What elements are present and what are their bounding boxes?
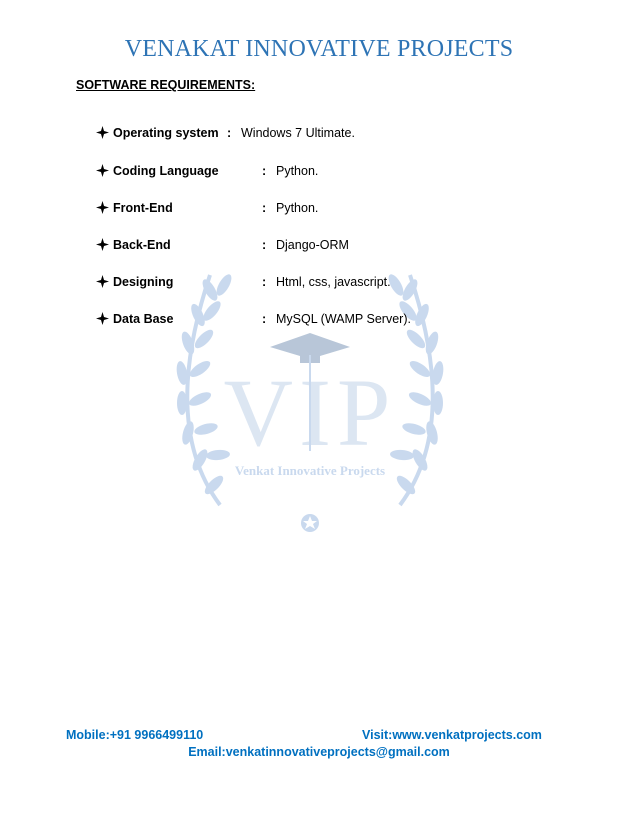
section-title: SOFTWARE REQUIREMENTS: [76, 78, 256, 92]
requirement-row [96, 312, 566, 330]
requirement-value: Python. [276, 164, 319, 178]
monogram-text: VIP [223, 359, 397, 466]
watermark-label: Venkat Innovative Projects [234, 463, 386, 478]
requirement-label: Operating system [113, 126, 219, 140]
requirement-colon: : [262, 312, 267, 326]
diamond-bullet-icon [96, 164, 109, 177]
star-icon [301, 514, 319, 532]
requirement-label: Coding Language [113, 164, 219, 178]
requirement-colon: : [227, 126, 232, 140]
diamond-bullet-icon [96, 312, 109, 325]
requirement-row [96, 164, 566, 182]
diamond-bullet-icon [96, 126, 109, 139]
diamond-bullet-icon [96, 275, 109, 288]
requirement-label: Data Base [113, 312, 174, 326]
diamond-bullet-icon [96, 238, 109, 251]
requirement-value: Windows 7 Ultimate. [241, 126, 355, 140]
vip-watermark-logo [150, 255, 470, 545]
requirement-value: Django-ORM [276, 238, 349, 252]
diamond-bullet-icon [96, 201, 109, 214]
requirement-value: MySQL (WAMP Server). [276, 312, 411, 326]
requirement-row [96, 238, 566, 256]
requirement-value: Html, css, javascript. [276, 275, 391, 289]
requirement-colon: : [262, 201, 267, 215]
requirement-label: Designing [113, 275, 174, 289]
requirement-label: Back-End [113, 238, 171, 252]
requirement-row [96, 275, 566, 293]
requirement-row [96, 126, 566, 144]
requirement-colon: : [262, 164, 267, 178]
footer-email-link[interactable]: Email:venkatinnovativeprojects@gmail.com [188, 745, 450, 759]
requirement-colon: : [262, 238, 267, 252]
footer-mobile: Mobile:+91 9966499110 [66, 728, 204, 742]
requirement-colon: : [262, 275, 267, 289]
requirement-label: Front-End [113, 201, 173, 215]
requirement-value: Python. [276, 201, 319, 215]
requirement-row [96, 201, 566, 219]
footer-website-link[interactable]: Visit:www.venkatprojects.com [362, 728, 542, 742]
page-header-title: VENAKAT INNOVATIVE PROJECTS [124, 36, 514, 62]
